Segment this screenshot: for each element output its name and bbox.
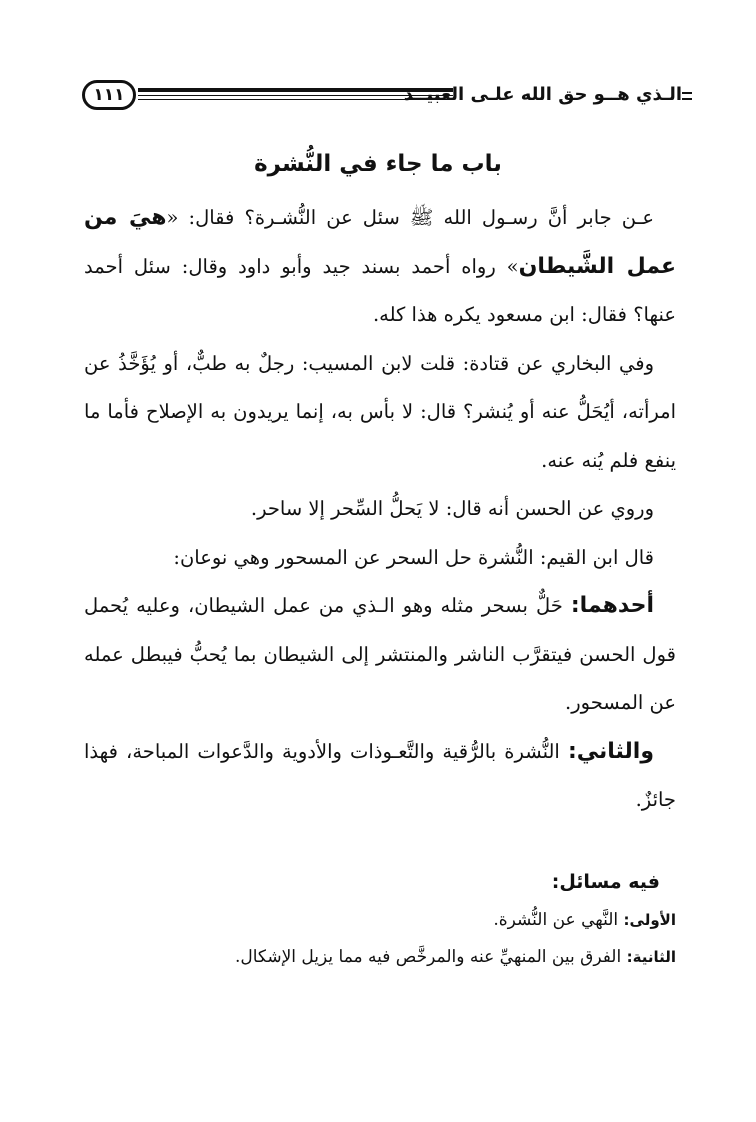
issue-item	[84, 939, 676, 976]
running-title: الـذي هــو حق الله علـى العبيــد	[403, 84, 682, 105]
chapter-title: باب ما جاء في النُّشرة	[254, 151, 502, 177]
paragraph-ibn-qayyim: قال ابن القيم: النُّشرة حل السحر عن المسحور وهي نوعان:	[173, 545, 654, 569]
hadith-quote: هيَ من عمل الشَّيطان	[84, 205, 676, 279]
paragraph-bukhari: وفي البخاري عن قتادة: قلت لابن المسيب: رجلٌ به طبٌّ، أو يُؤَخَّذُ عن امرأته، أيُحَلُّ عنه أو يُنشر؟ قال: لا بأس به، إنما يريدون به الإصلاح فأما ما ينفع فلم يُنه عنه.	[84, 351, 676, 472]
issue-text: النَّهي عن النُّشرة.	[493, 910, 624, 930]
issue-text: الفرق بين المنهيِّ عنه والمرخَّص فيه مما يزيل الإشكال.	[235, 947, 627, 967]
first-type-label: أحدهما:	[570, 593, 654, 618]
body-text	[84, 194, 676, 825]
paragraph-hasan: وروي عن الحسن أنه قال: لا يَحلُّ السِّحر إلا ساحر.	[250, 497, 654, 520]
running-header	[82, 78, 682, 118]
paragraph-hadith	[84, 194, 676, 340]
issue-label: الثانية:	[626, 948, 676, 966]
second-type-label: والثاني:	[567, 738, 654, 764]
hadith-intro: عـن جابر أنَّ رسـول الله ﷺ سئل عن النُّشـرة؟ فقال: «	[166, 206, 654, 229]
paragraph-first-type	[84, 582, 676, 728]
second-type-text: النُّشرة بالرُّقية والتَّعـوذات والأدوية والدَّعوات المباحة، فهذا جائزٌ.	[84, 739, 676, 811]
issue-item	[84, 902, 676, 939]
issues-title: فيه مسائل:	[551, 871, 660, 893]
first-type-text: حَلٌّ بسحر مثله وهو الـذي من عمل الشيطان، وعليه يُحمل قول الحسن فيتقرَّب الناشر والمنتشر إلى الشيطان بما يُحبُّ فيبطل عمله عن المسحور.	[84, 594, 676, 714]
page-number: ١١١	[82, 80, 136, 110]
issue-label: الأولى:	[623, 911, 676, 929]
paragraph-second-type	[84, 728, 676, 825]
header-mark-icon	[682, 92, 692, 100]
issues-section	[84, 862, 676, 976]
hadith-source: » رواه أحمد بسند جيد وأبو داود وقال: سئل أحمد عنها؟ فقال: ابن مسعود يكره هذا كله.	[84, 254, 676, 326]
